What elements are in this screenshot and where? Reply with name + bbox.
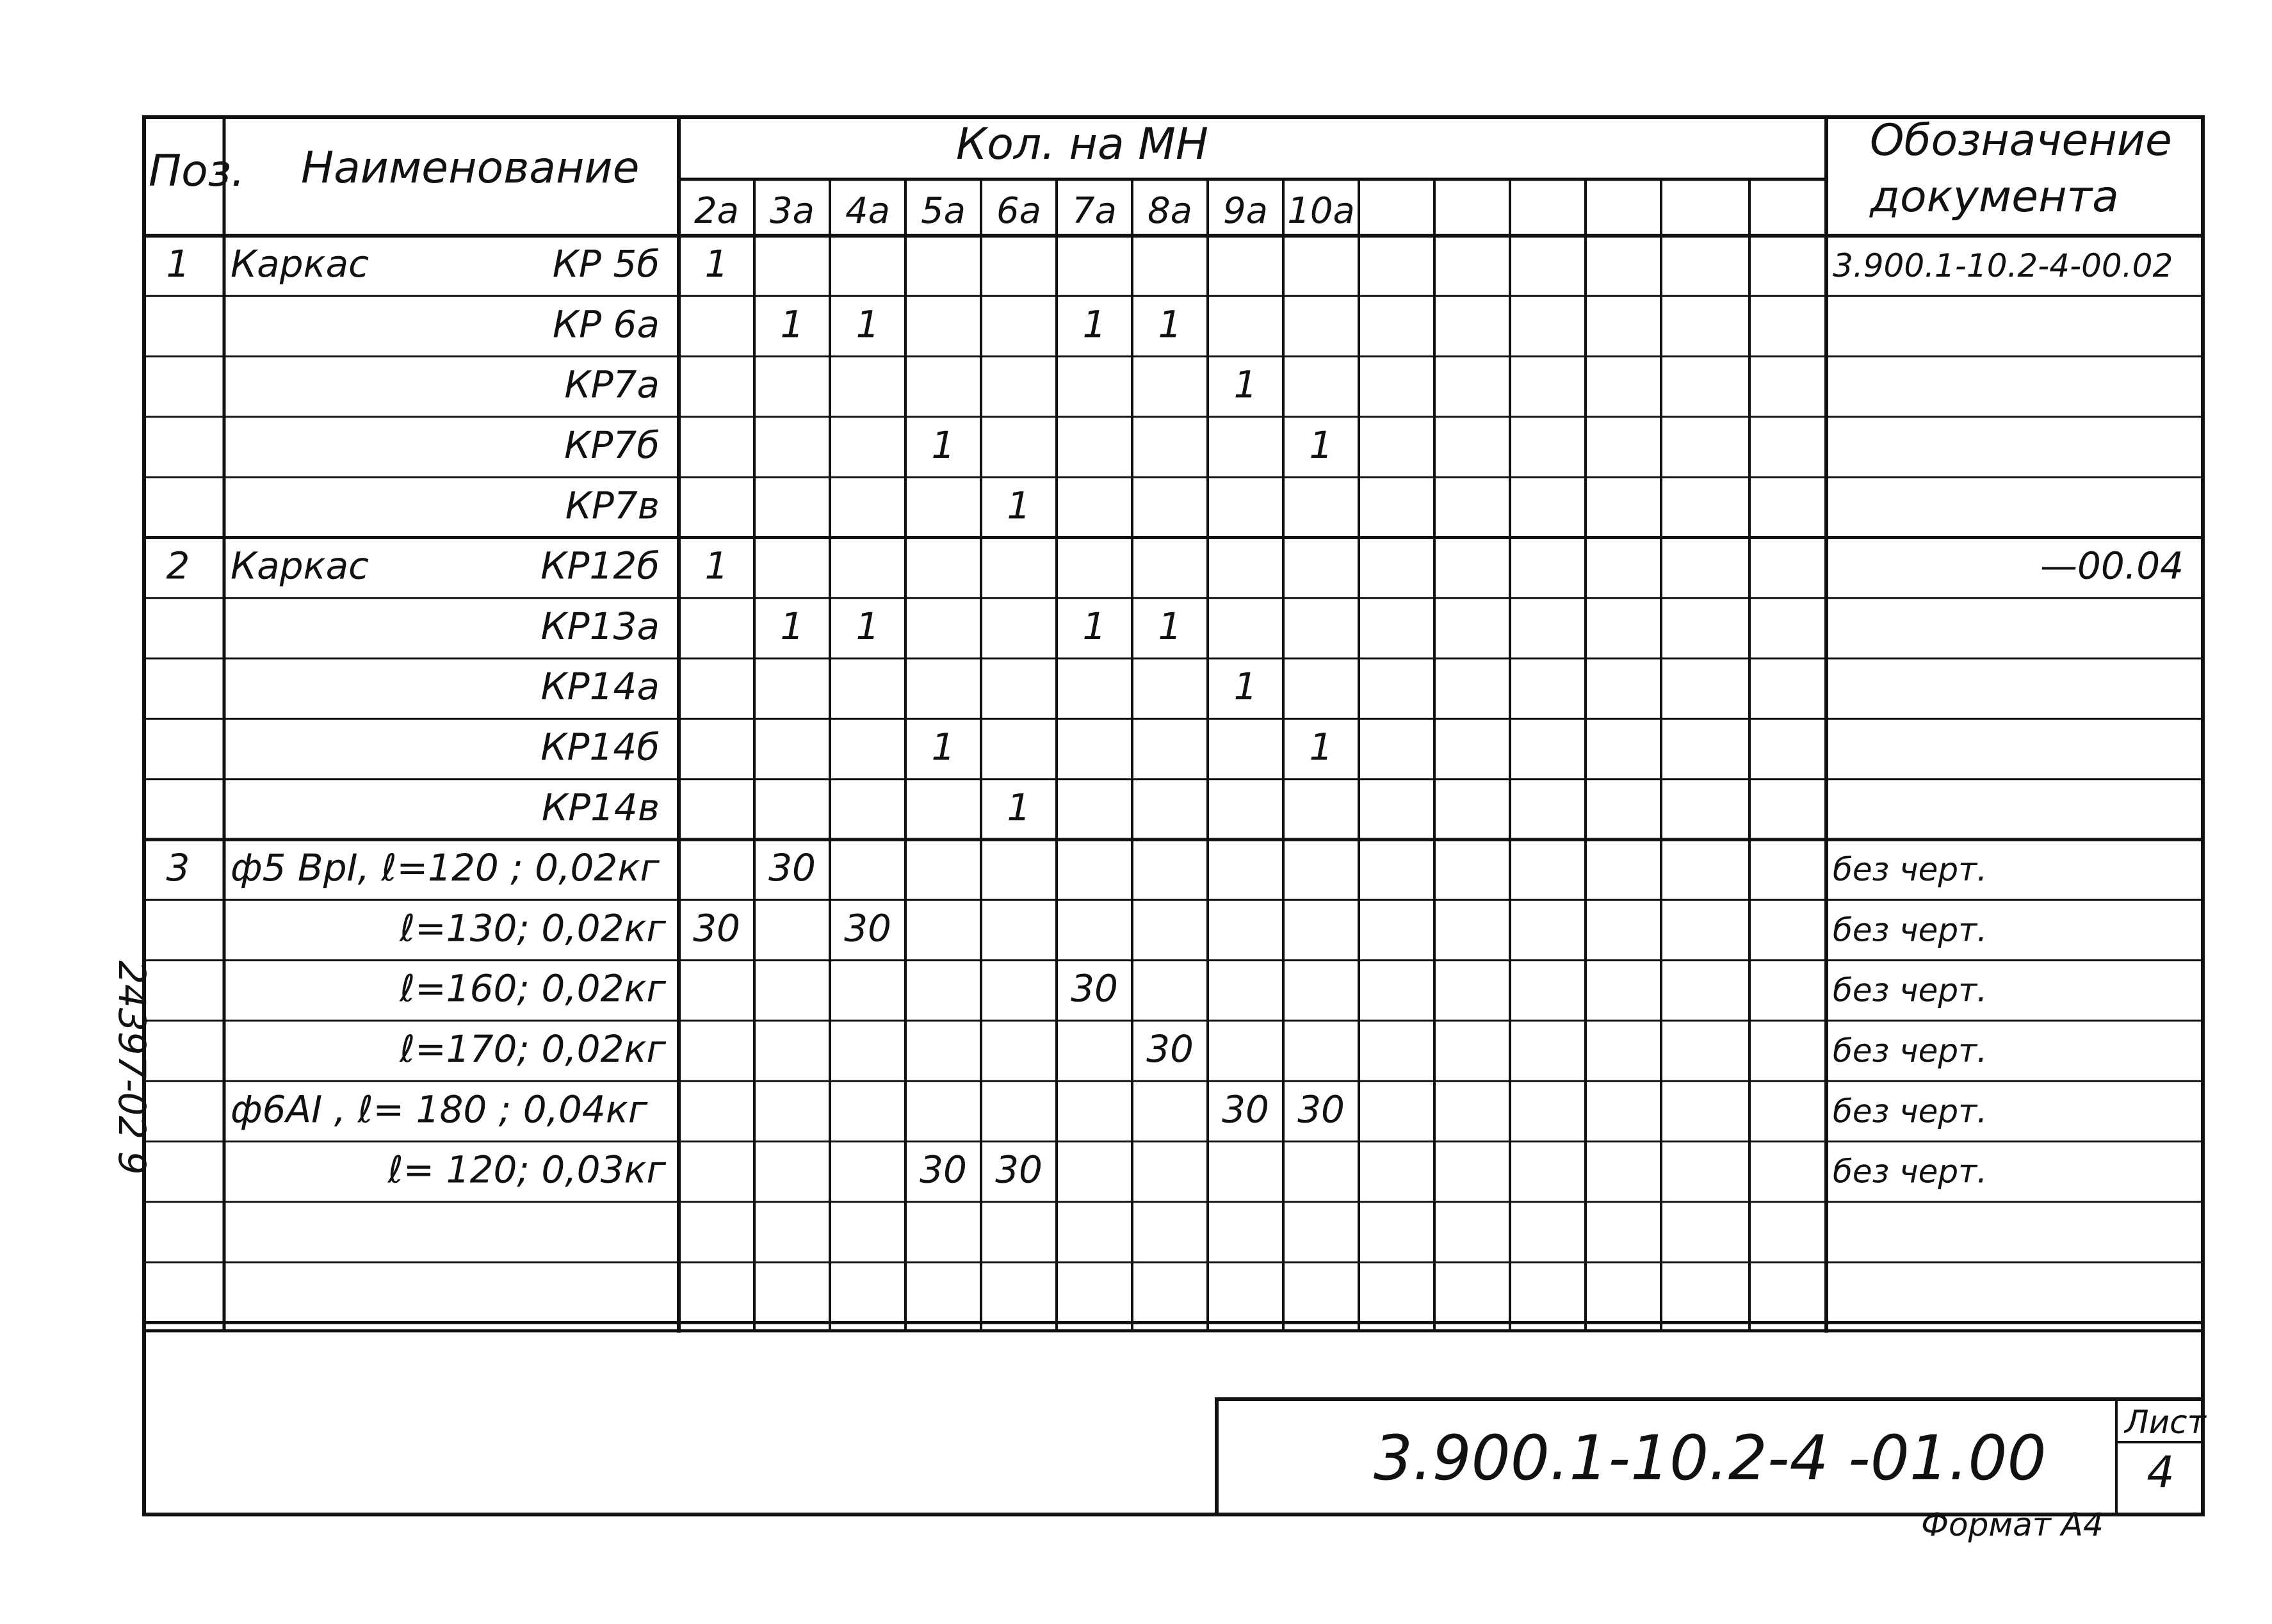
row-name: ф5 ВрI, ℓ=120 ; 0,02кг (231, 846, 660, 890)
quantity-cell: 1 (1309, 725, 1333, 769)
row-mark: КР7а (564, 362, 660, 407)
header-doc-line2: документа (1870, 172, 2119, 222)
row-document: без черт. (1833, 1092, 1988, 1130)
quantity-cell: 1 (1309, 423, 1333, 467)
quantity-cell: 30 (995, 1148, 1043, 1192)
quantity-cell: 30 (693, 906, 740, 950)
row-document: 3.900.1-10.2-4-00.02 (1833, 247, 2173, 285)
row-mark: КР14а (540, 665, 660, 709)
column-header: 10а (1287, 190, 1355, 232)
row-name: ℓ=160; 0,02кг (400, 966, 666, 1011)
quantity-cell: 30 (1297, 1087, 1345, 1132)
row-pos: 3 (166, 846, 190, 890)
quantity-cell: 30 (1071, 966, 1118, 1011)
quantity-cell: 1 (1158, 302, 1182, 346)
row-name: ℓ=130; 0,02кг (400, 906, 666, 950)
row-document: без черт. (1833, 851, 1988, 889)
row-name: ℓ= 120; 0,03кг (387, 1148, 666, 1192)
column-header: 2а (694, 190, 739, 232)
header-pos: Поз. (149, 146, 245, 197)
quantity-cell: 1 (780, 604, 804, 648)
row-document: без черт. (1833, 911, 1988, 949)
quantity-cell: 1 (931, 725, 955, 769)
header-name: Наименование (301, 143, 640, 193)
row-document: без черт. (1833, 1032, 1988, 1070)
quantity-cell: 30 (920, 1148, 967, 1192)
row-mark: КР12б (540, 544, 660, 588)
quantity-cell: 30 (1222, 1087, 1269, 1132)
side-stamp: 24397-02 9 (110, 961, 154, 1175)
quantity-cell: 1 (1233, 665, 1258, 709)
row-mark: КР 6а (552, 302, 660, 346)
row-document: —00.04 (2040, 544, 2184, 588)
quantity-cell: 1 (856, 302, 880, 346)
row-mark: КР7в (565, 483, 660, 528)
quantity-cell: 1 (1007, 785, 1031, 829)
quantity-cell: 1 (856, 604, 880, 648)
quantity-cell: 1 (1082, 302, 1107, 346)
quantity-cell: 1 (931, 423, 955, 467)
sheet-number: 4 (2146, 1447, 2175, 1498)
row-name: Каркас (231, 544, 369, 588)
column-header: 9а (1223, 190, 1268, 232)
row-document: без черт. (1833, 971, 1988, 1009)
document-designation: 3.900.1-10.2-4 -01.00 (1374, 1422, 2047, 1494)
row-pos: 1 (166, 242, 190, 286)
format-label: Формат А4 (1921, 1506, 2104, 1543)
quantity-cell: 1 (1233, 362, 1258, 407)
column-header: 7а (1072, 190, 1117, 232)
table-cells (166, 190, 2184, 1192)
row-mark: КР14б (540, 725, 660, 769)
quantity-cell: 1 (1007, 483, 1031, 528)
row-name: ℓ=170; 0,02кг (400, 1027, 666, 1071)
column-header: 5а (921, 190, 966, 232)
column-header: 6а (996, 190, 1041, 232)
quantity-cell: 1 (780, 302, 804, 346)
quantity-cell: 30 (844, 906, 891, 950)
row-mark: КР14в (541, 785, 660, 829)
row-pos: 2 (166, 544, 190, 588)
row-mark: КР 5б (552, 242, 660, 286)
header-doc-line1: Обозначение (1870, 115, 2172, 166)
quantity-cell: 30 (768, 846, 816, 890)
column-header: 3а (770, 190, 815, 232)
row-name: Каркас (231, 242, 369, 286)
quantity-cell: 1 (1158, 604, 1182, 648)
column-header: 8а (1148, 190, 1192, 232)
sheet-label: Лист (2125, 1404, 2206, 1441)
row-mark: КР13а (540, 604, 660, 648)
header-quantity: Кол. на МН (955, 119, 1209, 170)
row-name: ф6АI , ℓ= 180 ; 0,04кг (231, 1087, 648, 1132)
quantity-cell: 1 (704, 242, 729, 286)
quantity-cell: 1 (1082, 604, 1107, 648)
quantity-cell: 1 (704, 544, 729, 588)
row-mark: КР7б (564, 423, 660, 467)
column-header: 4а (845, 190, 890, 232)
row-document: без черт. (1833, 1153, 1988, 1190)
quantity-cell: 30 (1146, 1027, 1194, 1071)
